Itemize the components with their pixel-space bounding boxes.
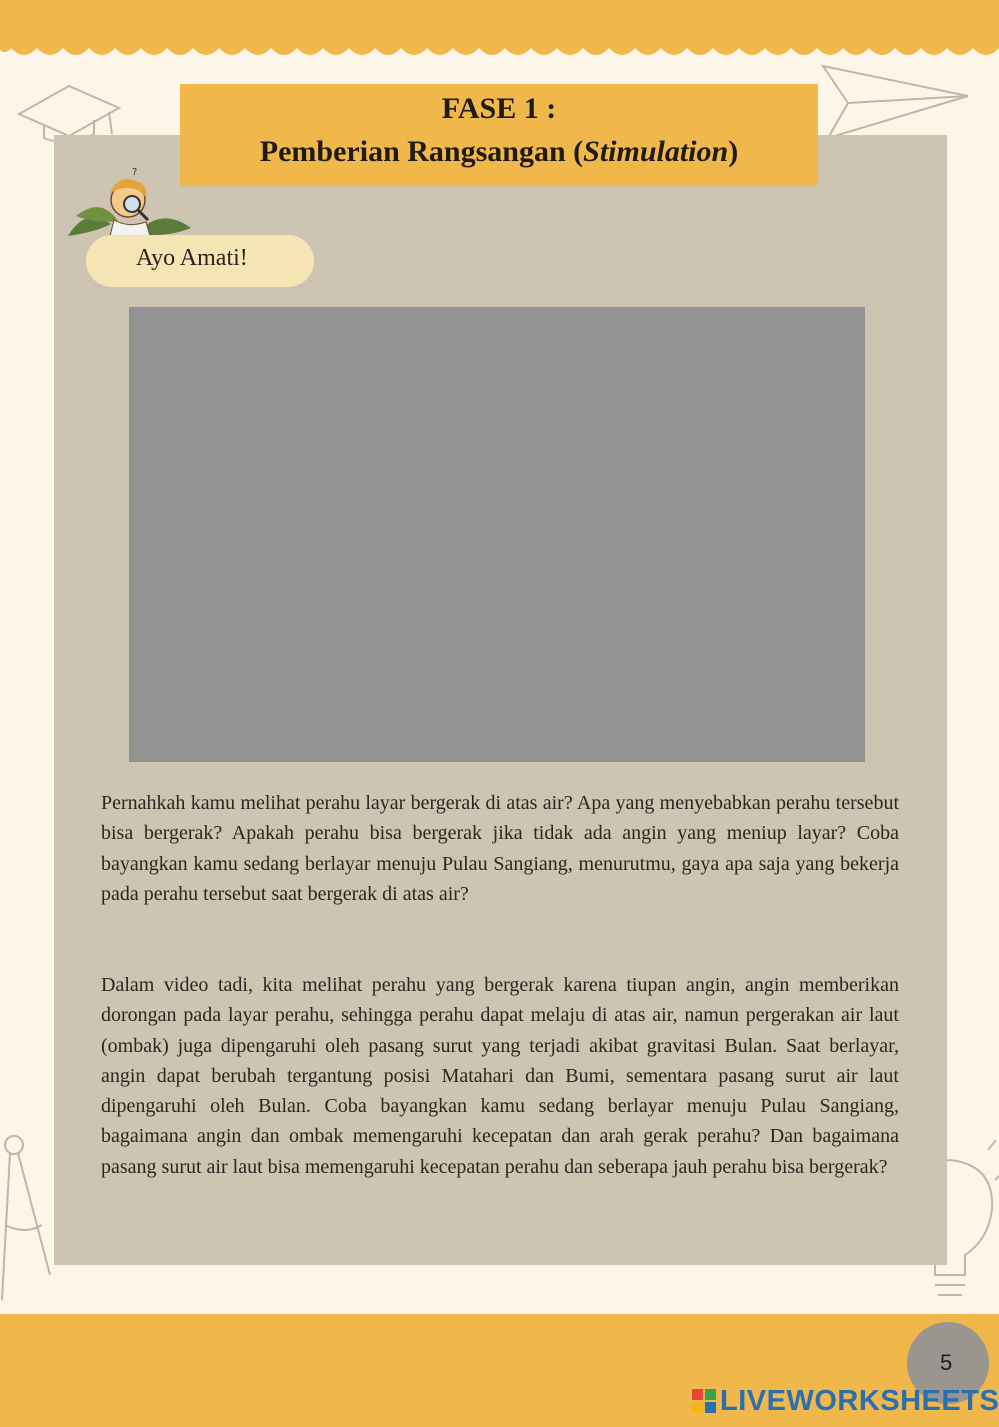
video-placeholder[interactable] bbox=[129, 307, 865, 762]
liveworksheets-logo-icon bbox=[692, 1389, 716, 1413]
compass-icon bbox=[0, 1115, 60, 1305]
phase-title bbox=[180, 132, 818, 172]
paragraph-explanation: Dalam video tadi, kita melihat perahu yang bergerak karena tiupan angin, angin memberikan dorongan pada layar perahu, sehingga perahu dapat melaju di atas air, namun pergerakan air laut (ombak) juga dipengaruhi oleh pasang surut yang terjadi akibat gravitasi Bulan. Saat berlayar, angin dapat berubah tergantung posisi Matahari dan Bumi, sementara pasang surut air laut dipengaruhi oleh Bulan. Coba bayangkan kamu sedang berlayar menuju Pulau Sangiang, bagaimana angin dan ombak memengaruhi kecepatan dan arah gerak perahu? Dan bagaimana pasang surut air laut bisa memengaruhi kecepatan perahu dan seberapa jauh perahu bisa bergerak? bbox=[101, 974, 899, 1178]
phase-label: FASE 1 : bbox=[441, 92, 557, 125]
brand-logo[interactable] bbox=[692, 1384, 999, 1418]
activity-label-pill bbox=[86, 235, 314, 287]
brand-name: LIVEWORKSHEETS bbox=[720, 1384, 999, 1417]
phase-title-italic: Stimulation bbox=[583, 135, 729, 168]
phase-title-prefix: Pemberian Rangsangan ( bbox=[259, 135, 584, 168]
phase-title-box bbox=[180, 84, 818, 186]
svg-text:?: ? bbox=[132, 167, 138, 178]
activity-label: Ayo Amati! bbox=[136, 245, 248, 271]
detective-character-icon bbox=[66, 166, 196, 246]
phase-title-suffix: ) bbox=[728, 135, 739, 168]
paragraph-intro: Pernahkah kamu melihat perahu layar bergerak di atas air? Apa yang menyebabkan perahu tersebut bisa bergerak? Apakah perahu bisa bergerak jika tidak ada angin yang meniup layar? Coba bayangkan kamu sedang berlayar menuju Pulau Sangiang, menurutmu, gaya apa saja yang bekerja pada perahu tersebut saat bergerak di atas air? bbox=[101, 792, 899, 905]
page-number: 5 bbox=[940, 1350, 953, 1375]
